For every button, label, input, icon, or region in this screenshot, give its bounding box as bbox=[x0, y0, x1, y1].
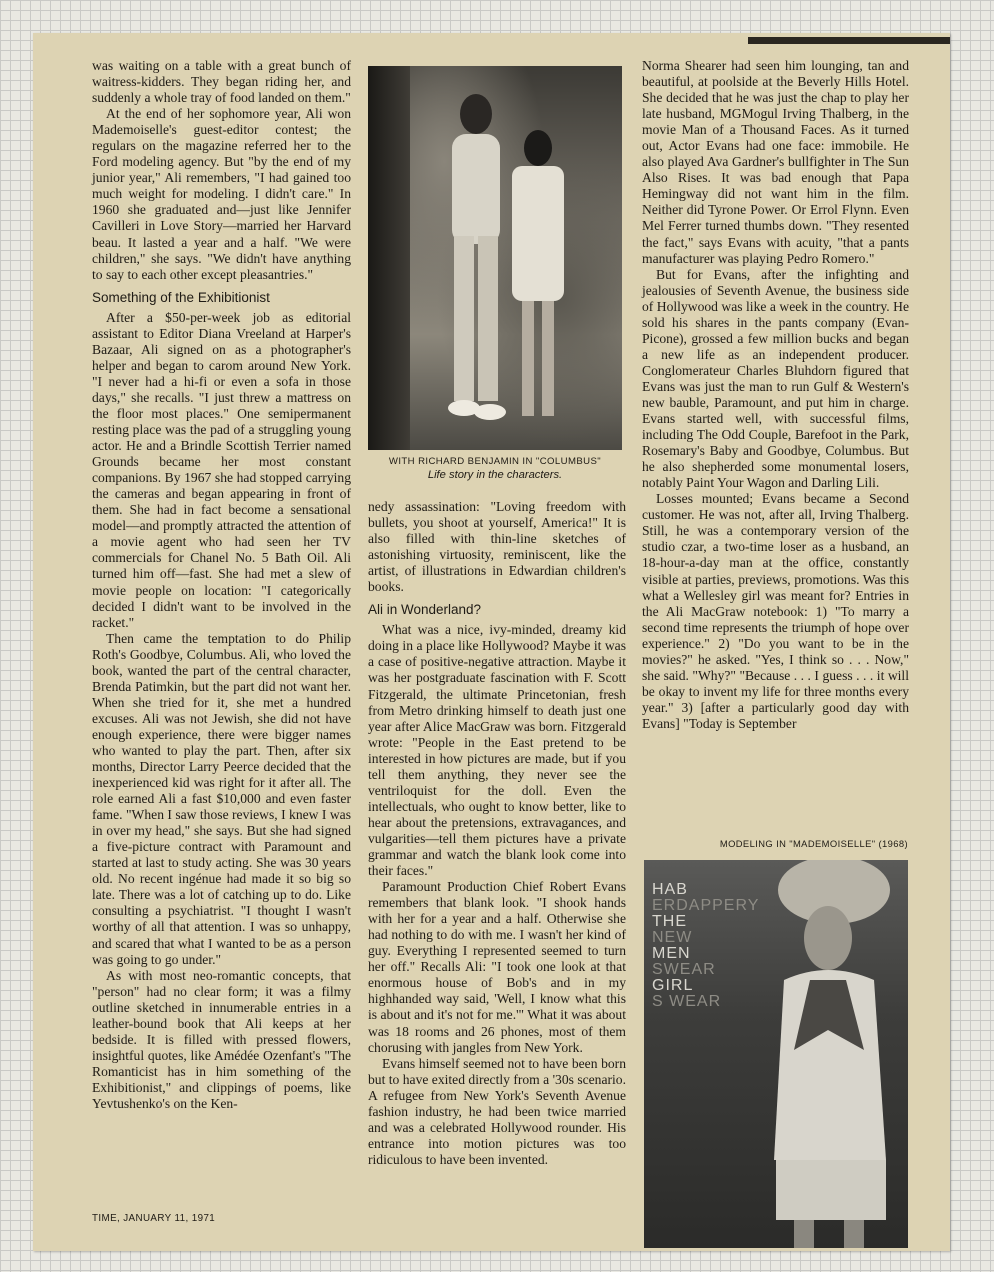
page-footer: TIME, JANUARY 11, 1971 bbox=[92, 1213, 216, 1224]
photo-couple-walking bbox=[368, 66, 622, 450]
paragraph: Losses mounted; Evans became a Second customer. He was not, after all, Irving Thalberg. Still, he was a contemporary version of the studio czar, a two-time loser as a husband, an 18-hour-a-day man at the office, constantly visible at parties, previews, promotions. Was this what a Wellesley girl was meant for? Entries in the Ali MacGraw notebook: 1) "To marry a second time represents the triumph of hope over experience." 2) "Do you want to be in the movies?" he asked. "Yes, I think so . . . Now," she said. "Why?" "Because . . . I guess . . . it will be okay to invent my life for three months every year." 3) [after a particularly good day with Evans] "Today is September bbox=[642, 491, 909, 731]
photo-caption bbox=[368, 456, 622, 481]
photo-model-portrait bbox=[644, 860, 908, 1248]
paragraph: nedy assassination: "Loving freedom with bullets, you shoot at yourself, America!" It is also filled with thin-line sketches of astonishing virtuosity, reminiscent, like the artist, of illustrations in Edwardian children's books. bbox=[368, 499, 626, 595]
paragraph: But for Evans, after the infighting and jealousies of Seventh Avenue, the business side of Hollywood was like a week in the country. He sold his shares in the pants company (Evan-Picone), grossed a few million bucks and began a new life as an independent producer. Conglomerateur Charles Bluhdorn figured that Evans was just the man to run Gulf & Western's new bauble, Paramount, and put him in charge. Evans started well, with successful films, including The Odd Couple, Barefoot in the Park, Rosemary's Baby and Goodbye, Columbus. But he also shepherded some monumental losers, notably Paint Your Wagon and Darling Lili. bbox=[642, 266, 909, 491]
caption-subtitle: Life story in the characters. bbox=[427, 469, 563, 481]
paragraph: At the end of her sophomore year, Ali won Mademoiselle's guest-editor contest; the regulars on the magazine referred her to the Ford modeling agency. But "by the end of my junior year," Ali remembers, "I had gained too much weight for modeling. I didn't care." In 1960 she graduated and—just like Jennifer Cavilleri in Love Story—married her Harvard beau. It lasted a year and a half. "We were children," she says. "We didn't have anything to say to each other except pleasantries." bbox=[92, 106, 351, 282]
paragraph: As with most neo-romantic concepts, that "person" had no clear form; it was a filmy outline sketched in innumerable entries in a leather-bound book that Ali keeps at her bedside. It is filled with pressed flowers, insightful quotes, like Amédée Ozenfant's "The Romanticist has in him something of the Exhibitionist," and clippings of poems, like Yevtushenko's on the Ken- bbox=[92, 967, 351, 1111]
paragraph: Paramount Production Chief Robert Evans remembers that blank look. "I shook hands with her for a year and a half. Otherwise she had nothing to do with me. I wasn't her kind of guy. Everything I represented seemed to turn her off." Recalls Ali: "I took one look at that enormous house of Bob's and in my highhanded way said, 'Well, I know what this is about and it's not for me.'" What it was about was 18 rooms and 26 phones, most of them chorusing with jangles from New York. bbox=[368, 879, 626, 1055]
column-2 bbox=[368, 499, 626, 1168]
top-rule bbox=[748, 37, 950, 44]
tree-trunk bbox=[368, 66, 410, 450]
column-1 bbox=[92, 58, 351, 1112]
paragraph: What was a nice, ivy-minded, dreamy kid doing in a place like Hollywood? Maybe it was a case of positive-negative attraction. Maybe it was her postgraduate fascination with F. Scott Fitzgerald, the ultimate Princetonian, fresh from Metro drinking himself to death just one year after Alice MacGraw was born. Fitzgerald wrote: "People in the East pretend to be interested in how pictures are made, but if you tell them anything, they never see the ventriloquist for the doll. Even the intellectuals, who ought to know better, like to hear about the pretensions, extravagances, and vulgarities—tell them pictures have a private grammar and watch the blank look come into their faces." bbox=[368, 622, 626, 879]
column-3 bbox=[642, 58, 909, 732]
model-figure bbox=[754, 860, 908, 1248]
caption-title: WITH RICHARD BENJAMIN IN "COLUMBUS" bbox=[388, 456, 602, 467]
paragraph: Evans himself seemed not to have been born but to have exited directly from a '30s scenario. A refugee from New York's Seventh Avenue fashion industry, he had been twice married and was a celebrated Hollywood rounder. His entrance into motion pictures was too ridiculous to have been invented. bbox=[368, 1055, 627, 1167]
paragraph: Then came the temptation to do Philip Roth's Goodbye, Columbus. Ali, who loved the book, wanted the part of the central character, Brenda Patimkin, but the part did not want her. When she tried for it, she met a hundred excuses. Ali was not Jewish, she did not have enough experience, there were bigger names who wanted to play the part. Then, after six months, Director Larry Peerce decided that the inexperienced kid was right for it after all. The role earned Ali a fast $10,000 and even faster fame. "When I saw those reviews, I knew I was in over my head," she says. But she had signed a five-picture contract with Paramount and started at last to study acting. She was 30 years old. No recent ingénue had made it so big so late. There was a lot of catching up to do. Like consulting a psychiatrist. "I thought I wasn't worthy of all that attention. I was so unhappy, and scared that what I wanted to be as a person was going to go under." bbox=[92, 630, 351, 967]
paragraph: was waiting on a table with a great bunch of waitress-kidders. They began riding her, and suddenly a whole tray of food landed on them." bbox=[92, 58, 351, 106]
section-heading: Ali in Wonderland? bbox=[368, 602, 482, 618]
photo-caption: MODELING IN "MADEMOISELLE" (1968) bbox=[719, 838, 908, 849]
section-heading: Something of the Exhibitionist bbox=[92, 289, 270, 305]
paragraph: Norma Shearer had seen him lounging, tan and beautiful, at poolside at the Beverly Hills Hotel. She decided that he was just the chap to play her late husband, MGMogul Irving Thalberg, in the movie Man of a Thousand Faces. As it turned out, Actor Evans had one face: immobile. He also played Ava Gardner's bullfighter in The Sun Also Rises. It was bad enough that Papa Hemingway did not want him in the film. Neither did Tyrone Power. Or Errol Flynn. Even Mel Ferrer turned thumbs down. "They resented the fact," says Evans with acuity, "that a pants manufacturer was playing Pedro Romero." bbox=[642, 58, 909, 266]
paragraph: After a $50-per-week job as editorial assistant to Editor Diana Vreeland at Harper's Bazaar, Ali signed on as a photographer's helper and began to carom around New York. "I never had a hi-fi or even a sofa in those days," she recalls. "I just threw a mattress on the floor most places." One semipermanent resting place was the pad of a struggling young actor. He and a Brindle Scottish Terrier named Grounds became her most constant companions. By 1967 she had stopped carrying the cameras and began appearing in front of them. She had in fact become a sensational model—and promptly attracted the attention of a movie agent who had seen her TV commercials for Chanel No. 5 Bath Oil. Ali turned him off—fast. She had met a slew of movie people on location: "I categorically decided I didn't want to be involved in the racket." bbox=[92, 309, 351, 630]
woman-figure bbox=[498, 126, 578, 436]
magazine-cover-text: HAB ERDAPPERY THE NEW MEN SWEAR GIRL S WEAR bbox=[652, 881, 760, 1010]
